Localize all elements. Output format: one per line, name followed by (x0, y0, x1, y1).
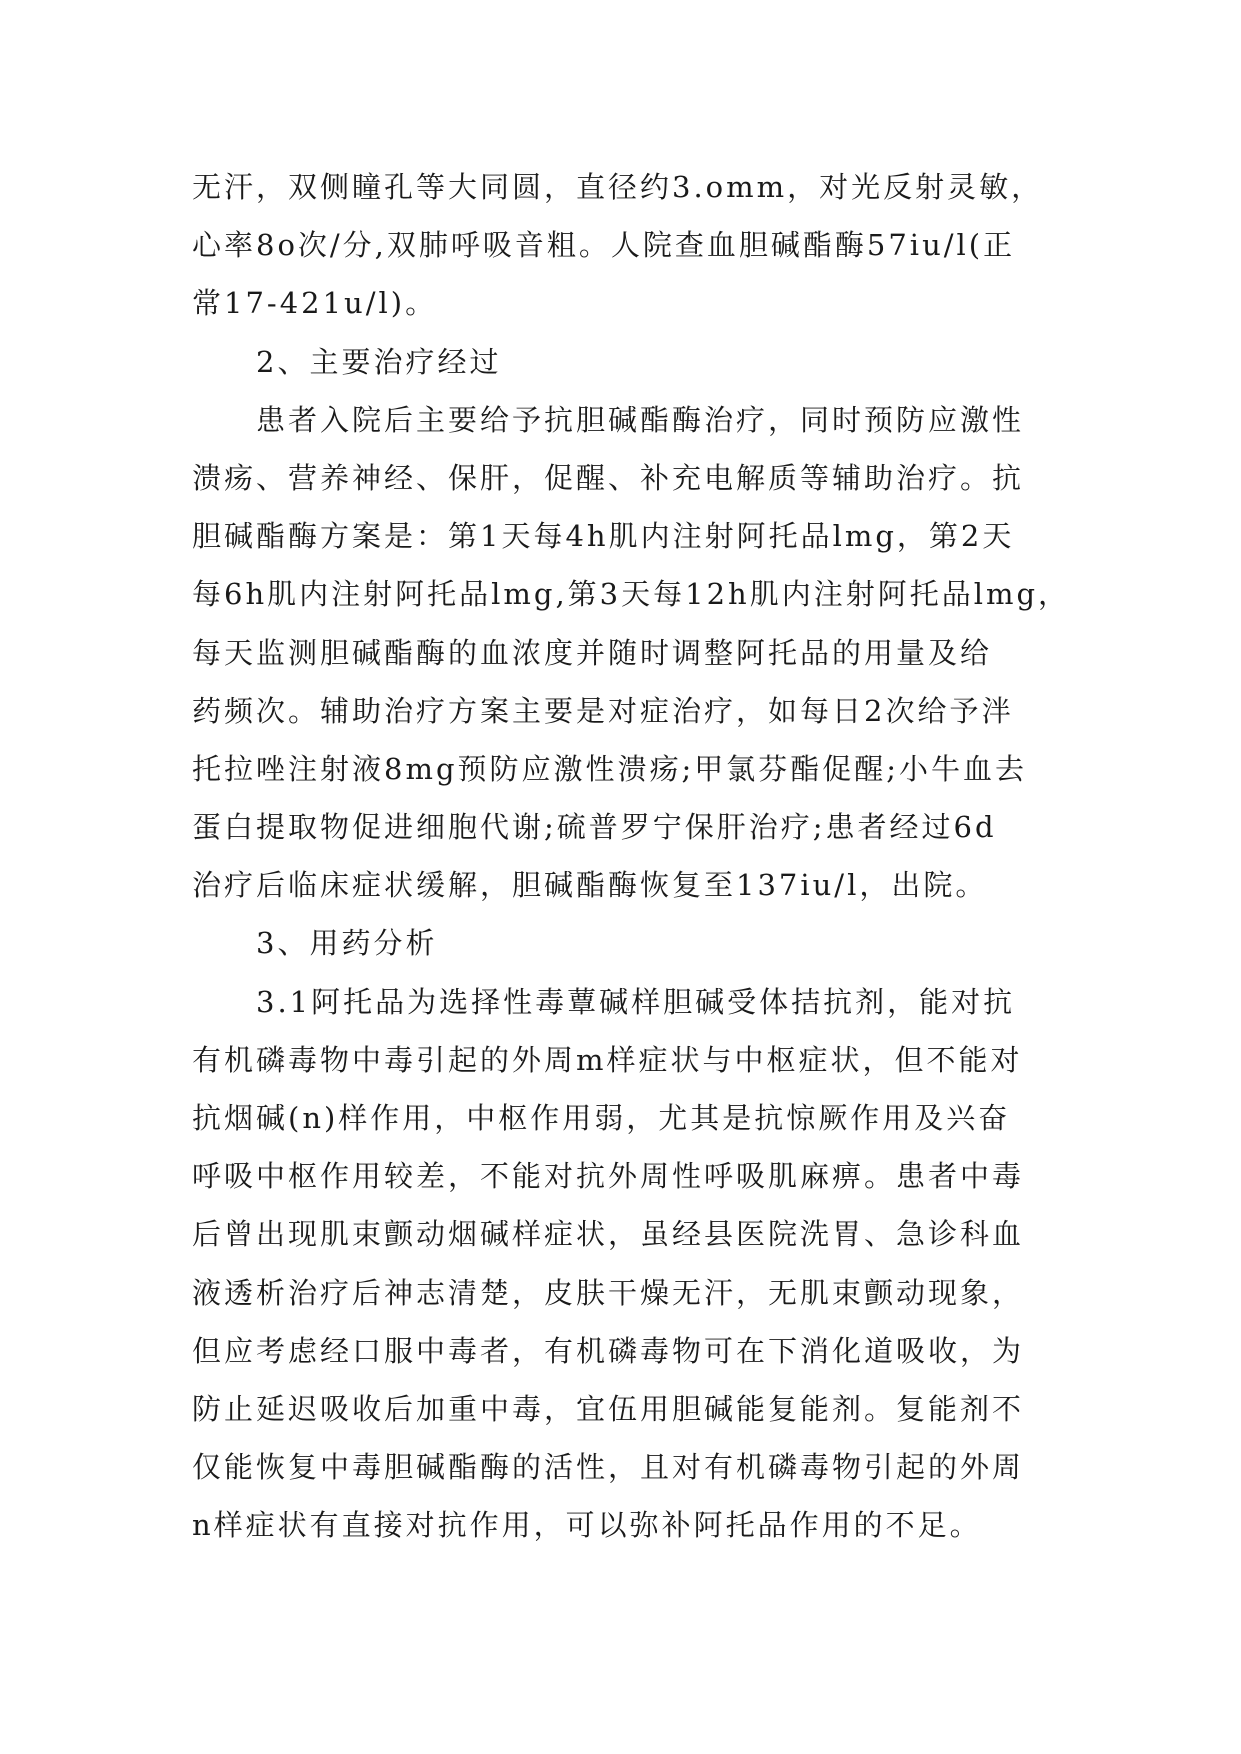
text-line: 无汗，双侧瞳孔等大同圆，直径约3.omm，对光反射灵敏， (192, 170, 1044, 204)
text-line: 防止延迟吸收后加重中毒，宜伍用胆碱能复能剂。复能剂不 (192, 1391, 1025, 1426)
text-line: 治疗后临床症状缓解，胆碱酯酶恢复至137iu/l，出院。 (192, 868, 988, 903)
text-line: n样症状有直接对抗作用，可以弥补阿托品作用的不足。 (192, 1508, 982, 1543)
text-line: 每6h肌内注射阿托品lmg,第3天每12h肌内注射阿托品lmg， (192, 577, 1071, 612)
text-line: 但应考虑经口服中毒者，有机磷毒物可在下消化道吸收，为 (192, 1333, 1025, 1368)
text-line: 患者入院后主要给予抗胆碱酯酶治疗，同时预防应激性 (256, 402, 1025, 437)
text-line: 后曾出现肌束颤动烟碱样症状，虽经县医院洗胃、急诊科血 (192, 1217, 1025, 1252)
text-line: 抗烟碱(n)样作用，中枢作用弱，尤其是抗惊厥作用及兴奋 (192, 1101, 1011, 1135)
text-line: 蛋白提取物促进细胞代谢;硫普罗宁保肝治疗;患者经过6d (192, 810, 997, 845)
text-line: 3.1阿托品为选择性毒蕈碱样胆碱受体拮抗剂，能对抗 (256, 984, 1016, 1019)
section-heading: 2、主要治疗经过 (256, 344, 502, 379)
text-line: 呼吸中枢作用较差，不能对抗外周性呼吸肌麻痹。患者中毒 (192, 1159, 1025, 1194)
text-line: 溃疡、营养神经、保肝，促醒、补充电解质等辅助治疗。抗 (192, 460, 1025, 495)
text-line: 有机磷毒物中毒引起的外周m样症状与中枢症状，但不能对 (192, 1042, 1023, 1077)
text-line: 心率8o次/分,双肺呼吸音粗。人院查血胆碱酯酶57iu/l(正 (192, 228, 1016, 263)
text-line: 胆碱酯酶方案是：第1天每4h肌内注射阿托品lmg，第2天 (192, 519, 1015, 554)
body-text (192, 158, 1072, 1555)
text-line: 托拉唑注射液8mg预防应激性溃疡;甲氯芬酯促醒;小牛血去 (192, 751, 1028, 786)
section-heading: 3、用药分析 (256, 926, 438, 961)
text-line: 药频次。辅助治疗方案主要是对症治疗，如每日2次给予泮 (192, 693, 1014, 728)
text-line: 每天监测胆碱酯酶的血浓度并随时调整阿托品的用量及给 (192, 635, 993, 670)
text-line: 常17-421u/l)。 (192, 286, 438, 321)
text-line: 液透析治疗后神志清楚，皮肤干燥无汗，无肌束颤动现象， (192, 1275, 1025, 1310)
text-line: 仅能恢复中毒胆碱酯酶的活性，且对有机磷毒物引起的外周 (192, 1450, 1025, 1485)
